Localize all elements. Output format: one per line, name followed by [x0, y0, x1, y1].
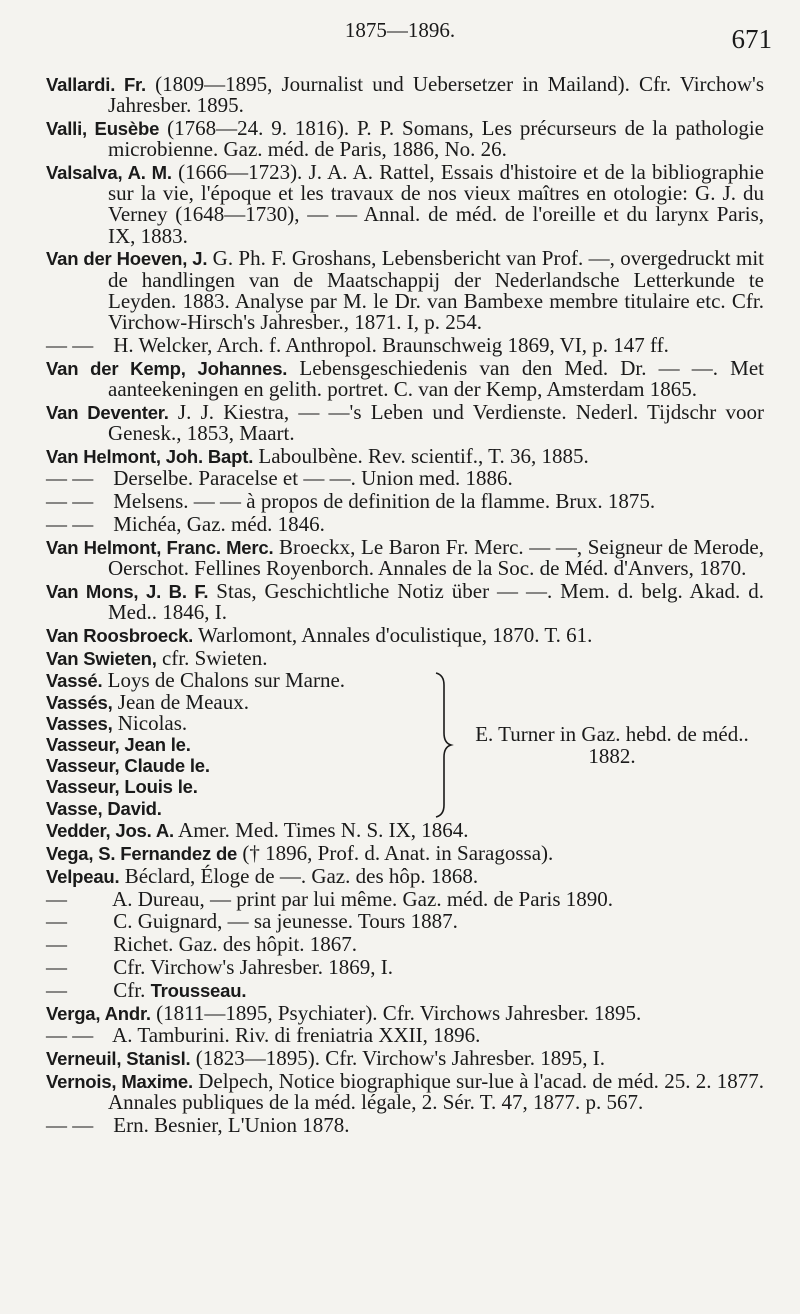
entry-text: Ern. Besnier, L'Union 1878. [108, 1113, 350, 1138]
bibliography-entry [46, 443, 764, 468]
entry-text: Delpech, Notice biographique sur-lue à l'acad. de méd. 25. 2. 1877. Annales publiques de la méd. légale, 2. Sér. T. 47, 1877. p. 567. [108, 1069, 764, 1115]
bibliography-entry [46, 977, 764, 1002]
entry-heading: Van Helmont, Joh. Bapt. [46, 445, 254, 467]
entry-heading: Van Roosbroeck. [46, 624, 194, 646]
entry-text: cfr. Swieten. [156, 645, 268, 670]
entry-text: Richet. Gaz. des hôpit. 1867. [108, 932, 358, 957]
ditto-dash: — [46, 955, 67, 980]
bibliography-entry [46, 1000, 764, 1025]
ditto-dash: — — [46, 489, 94, 514]
ditto-dash: — [46, 977, 67, 1002]
entry-text: Amer. Med. Times N. S. IX, 1864. [173, 818, 469, 843]
bibliography-entry [46, 911, 764, 932]
entry-text: Jean de Meaux. [112, 689, 249, 714]
entry-heading: Vassé. [46, 670, 103, 692]
entry-heading: Verneuil, Stanisl. [46, 1048, 191, 1070]
entry-text: Laboulbène. Rev. scientif., T. 36, 1885. [253, 443, 589, 468]
entry-text: (1811—1895, Psychiater). Cfr. Virchows Jahresber. 1895. [150, 1000, 642, 1025]
entry-text: C. Guignard, — sa jeunesse. Tours 1887. [108, 909, 458, 934]
entry-text: G. Ph. F. Groshans, Lebensbericht van Prof. —, overgedruckt mit de handlingen van de Maatschappij der Nederlandsche Letterkunde te Leyden. 1883. Analyse par M. le Dr. van Bambexe membre titulaire etc. Cfr. Virchow-Hirsch's Jahresber., 1871. I, p. 254. [108, 246, 764, 335]
bibliography-entry [46, 645, 764, 670]
bibliography-entry [46, 248, 764, 333]
ditto-dash: — — [46, 1113, 94, 1138]
entry-heading: Vallardi. Fr. [46, 74, 146, 95]
entry-heading: Van Deventer. [46, 401, 169, 423]
running-header: 1875—1896. [344, 18, 456, 42]
entries-lower [46, 820, 764, 1136]
bibliography-entry [46, 886, 764, 911]
entry-text: Nicolas. [112, 710, 188, 735]
entry-heading: Van der Hoeven, J. [46, 248, 208, 270]
entry-heading: Vega, S. Fernandez de [46, 843, 238, 865]
bibliography-entry [46, 1115, 764, 1136]
entry-heading: Vasse, David. [46, 797, 162, 819]
entries-upper [46, 74, 764, 669]
entry-text: Cfr. Virchow's Jahresber. 1869, I. [108, 955, 394, 980]
ditto-dash: — [46, 932, 67, 957]
group-name-line [46, 776, 432, 797]
ditto-dash: — — [46, 466, 94, 491]
entry-text: († 1896, Prof. d. Anat. in Saragossa). [237, 841, 554, 866]
entry-text: (1823—1895). Cfr. Virchow's Jahresber. 1895, I. [190, 1046, 605, 1071]
bibliography-entry [46, 118, 764, 160]
bibliography-entry [46, 332, 764, 357]
entry-heading: Velpeau. [46, 865, 120, 887]
ditto-dash: — [46, 886, 67, 911]
entry-heading: Van Swieten, [46, 647, 157, 669]
entry-text: (1666—1723). J. A. A. Rattel, Essais d'histoire et de la bibliographie sur la vie, l'époque et les travaux de nos vieux maîtres en otologie: G. J. du Verney (1648—1730), — — Annal. de méd. de l'oreille et du larynx Paris, IX, 1883. [108, 160, 765, 248]
bibliography-entry [46, 1048, 764, 1069]
entry-heading: Valsalva, A. M. [46, 162, 172, 183]
entry-heading: Van der Kemp, Johannes. [46, 357, 288, 379]
ditto-dash: — — [46, 512, 94, 536]
bibliography-entry [46, 468, 764, 489]
entry-heading: Vasseur, Louis le. [46, 776, 198, 798]
bibliography-entry [46, 578, 764, 624]
entry-text: Béclard, Éloge de —. Gaz. des hôp. 1868. [119, 863, 479, 888]
curly-brace [432, 671, 454, 819]
entry-text: H. Welcker, Arch. f. Anthropol. Braunschweig 1869, VI, p. 147 ff. [108, 332, 669, 357]
entry-heading: Valli, Eusèbe [46, 118, 160, 139]
bibliography-entry [46, 491, 764, 512]
vasse-group-reference: E. Turner in Gaz. hebd. de méd.. 1882. [475, 721, 749, 768]
bibliography-entry [46, 1025, 764, 1046]
entry-text: Loys de Chalons sur Marne. [102, 668, 346, 693]
group-name-line [46, 755, 432, 776]
bibliography-entry [46, 534, 764, 580]
entry-heading: Van Helmont, Franc. Merc. [46, 536, 274, 558]
entry-text: Broeckx, Le Baron Fr. Merc. — —, Seigneur de Merode, Oerschot. Fellines Royenborch. Annales de la Soc. de Méd. d'Anvers, 1870. [108, 534, 764, 580]
entry-text: A. Dureau, — print par lui même. Gaz. méd. de Paris 1890. [108, 886, 614, 911]
vasse-group-names [46, 670, 432, 818]
entry-text: Derselbe. Paracelse et — —. Union med. 1886. [108, 466, 513, 491]
group-name-line [46, 670, 432, 691]
entry-heading: Verga, Andr. [46, 1002, 151, 1024]
entry-crossref: Trousseau. [150, 979, 247, 1001]
entry-text: A. Tamburini. Riv. di freniatria XXII, 1896. [108, 1023, 481, 1048]
entry-text: Cfr. [108, 977, 151, 1002]
entry-heading: Vasses, [46, 712, 113, 734]
entry-heading: Vasseur, Claude le. [46, 755, 210, 777]
bibliography-entry [46, 162, 764, 247]
entry-text: J. J. Kiestra, — —'s Leben und Verdienste. Nederl. Tijdschr voor Genesk., 1853, Maart. [108, 399, 764, 445]
entry-text: Stas, Geschichtliche Notiz über — —. Mem. d. belg. Akad. d. Med.. 1846, I. [108, 578, 764, 624]
page-number: 671 [731, 24, 772, 54]
ditto-dash: — — [46, 332, 94, 357]
group-name-line [46, 734, 432, 755]
bibliography-list [46, 74, 764, 1138]
bibliography-entry [46, 957, 764, 978]
ditto-dash: — — [46, 1023, 94, 1048]
entry-heading: Vasseur, Jean le. [46, 733, 191, 755]
bibliography-entry [46, 820, 764, 841]
bibliography-entry [46, 399, 764, 445]
bibliography-entry [46, 514, 764, 535]
bibliography-entry [46, 74, 764, 116]
bibliography-entry [46, 863, 764, 888]
entry-text: Lebensgeschiedenis van den Med. Dr. — —. Met aanteekeningen en gelith. portret. C. van der Kemp, Amsterdam 1865. [108, 355, 764, 401]
entry-heading: Van Mons, J. B. F. [46, 580, 209, 602]
bibliography-entry [46, 1071, 764, 1113]
group-name-line [46, 710, 432, 735]
bibliography-entry [46, 622, 764, 647]
entry-text: (1768—24. 9. 1816). P. P. Somans, Les précurseurs de la pathologie microbienne. Gaz. méd. de Paris, 1886, No. 26. [108, 116, 764, 162]
group-name-line [46, 689, 432, 714]
entry-text: Michéa, Gaz. méd. 1846. [108, 512, 325, 536]
entry-heading: Vassés, [46, 691, 113, 713]
entry-text: Warlomont, Annales d'oculistique, 1870. T. 61. [193, 622, 593, 647]
ditto-dash: — [46, 909, 67, 934]
group-name-line [46, 798, 432, 819]
bibliography-entry [46, 843, 764, 864]
entry-text: (1809—1895, Journalist und Uebersetzer in Mailand). Cfr. Virchow's Jahresber. 1895. [108, 72, 764, 118]
bibliography-entry [46, 934, 764, 955]
entry-heading: Vernois, Maxime. [46, 1071, 193, 1093]
bibliography-entry [46, 355, 764, 401]
entry-text: Melsens. — — à propos de definition de la flamme. Brux. 1875. [108, 489, 656, 514]
entry-heading: Vedder, Jos. A. [46, 820, 174, 842]
vasse-group [46, 670, 764, 818]
